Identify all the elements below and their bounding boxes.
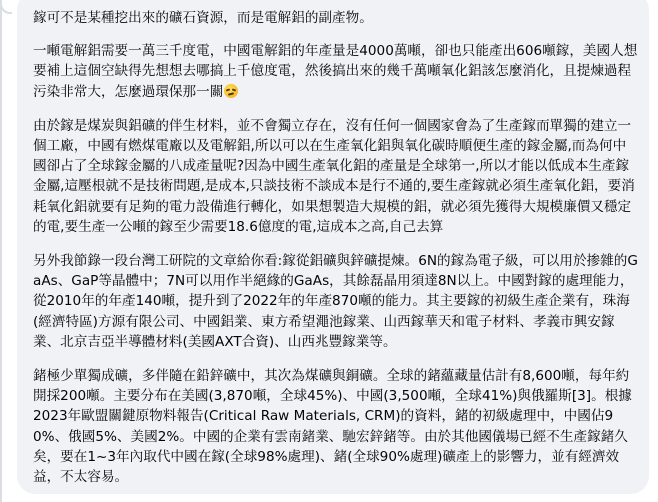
- comment-paragraph-2: [33, 41, 639, 102]
- comment-paragraph-5: 鍺極少單獨成礦，多伴隨在鉛鋅礦中，其次為煤礦與銅礦。全球的鍺蘊藏量估計有8,600噸，每年約開採200噸。主要分布在美國(3,870噸，全球45%)、中國(3,500噸，全球41%)與俄羅斯[3]。根據2023年歐盟關鍵原物料報告(Critical Raw Materials, CRM)的資料，鍺的初級處理中，中國佔90%、俄國5%、美國2%。中國的企業有雲南鍺業、馳宏鋅鍺等。由於其他國儀場已經不生產鎵鍺久矣，要在1~3年內取代中國在鎵(全球98%處理)、鍺(全球90%處理)礦產上的影響力，並有經濟效益，不太容易。: [33, 368, 632, 486]
- grimacing-face-emoji-icon: [224, 84, 238, 98]
- comment-paragraph-2-text: 一噸電解鋁需要一萬三千度電，中國電解鋁的年產量是4000萬噸，卻也只能產出606噸鎵，美國人想要補上這個空缺得先想想去哪搞上千億度電，然後搞出來的幾千萬噸氧化鋁該怎麼消化，且提煉過程污染非常大，怎麼過環保那一關: [33, 43, 638, 100]
- comment-paragraph-3: 由於鎵是煤炭與鋁礦的伴生材料，並不會獨立存在，沒有任何一個國家會為了生產鎵而單獨的建立一個工廠，中國有燃煤電廠以及電解鋁,所以可以在生產氧化鋁與氧化碳時順便生產的鎵金屬,而為何中國卻占了全球鎵金屬的八成產量呢?因為中國生產氧化鋁的產量是全球第一,所以才能以低成本生產鎵金屬,這壓根就不是技術問題,是成本,只談技術不談成本是行不通的,要生產鎵就必須生產氧化鋁，要消耗氧化鋁就要有足夠的電力設備進行轉化，如果想製造大規模的鋁，就必須先獲得大規模廉價又穩定的電,要生產一公噸的鎵至少需要18.6億度的電,這成本之高,自己去算: [33, 117, 635, 235]
- comment-paragraph-4: 另外我節錄一段台灣工研院的文章給你看:鎵從鋁礦與鋅礦提煉。6N的鎵為電子級，可以用於掺雜的GaAs、GaP等晶體中；7N可以用作半絕緣的GaAs，其餘磊晶用須達8N以上。中國對鎵的處理能力，從2010年的年產140噸，提升到了2022年的年產870噸的能力。其主要鎵的初級生產企業有，珠海(經濟特區)方源有限公司、中國鋁業、東方希望澠池鎵業、山西鎵華天和電子材料、孝義市興安鎵業、北京吉亞半導體材料(美國AXT合資)、山西兆豐鎵業等。: [33, 253, 638, 350]
- comment-paragraph-1: 鎵可不是某種挖出來的礦石資源，而是電解鋁的副產物。: [33, 10, 373, 26]
- reply-thread-line: [0, 0, 2, 502]
- comment-bubble: [17, 0, 649, 494]
